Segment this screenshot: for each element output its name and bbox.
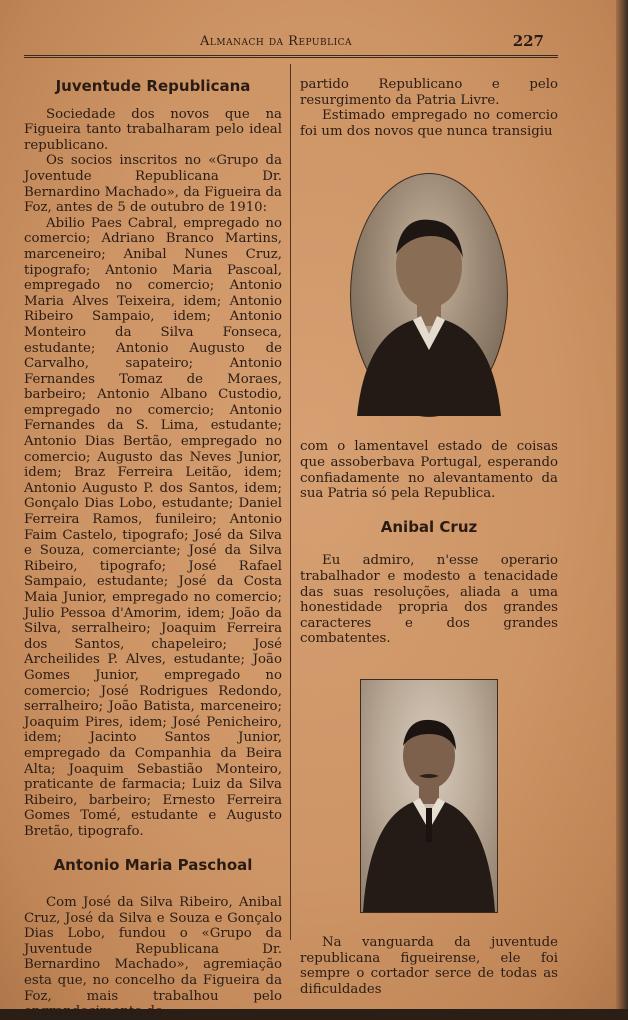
- paragraph-continued: partido Republicano e pelo resurgimento da Patria Livre.: [300, 77, 558, 108]
- column-divider: [290, 64, 291, 940]
- right-column: [300, 77, 558, 997]
- left-column: [24, 77, 282, 1020]
- paragraph-cruz-1: Eu admiro, n'esse operario trabalhador e modesto a tenacidade das suas resoluções, aliada a uma honestidade propria dos grandes caracteres e dos grandes combatentes.: [300, 553, 558, 647]
- paragraph-intro: Sociedade dos novos que na Figueira tanto trabalharam pelo ideal republicano.: [24, 106, 282, 153]
- paragraph-cruz-2: Na vanguarda da juventude republicana figueirense, ele foi sempre o cortador serce de todas as dificuldades: [300, 934, 558, 997]
- paragraph-members-list: Abilio Paes Cabral, empregado no comercio; Adriano Branco Martins, marceneiro; Anibal Nunes Cruz, tipografo; Antonio Maria Pascoal, empregado no comercio; Antonio Maria Alves Teixeira, idem; Antonio Ribeiro Sampaio, idem; Antonio Monteiro da Silva Fonseca, estudante; Antonio Augusto de Carvalho, sapateiro; Antonio Fernandes Tomaz de Moraes, barbeiro; Antonio Albano Custodio, empregado no comercio; Antonio Fernandes da S. Lima, estudante; Antonio Dias Bertão, empregado no comercio; Augusto das Neves Junior, idem; Braz Ferreira Leitão, idem; Antonio Augusto P. dos Santos, idem; Gonçalo Dias Lobo, estudante; Daniel Ferreira Ramos, funileiro; Antonio Faim Castelo, tipografo; José da Silva e Souza, comerciante; José da Silva Ribeiro, tipografo; José Rafael Sampaio, estudante; José da Costa Maia Junior, empregado no comercio; Julio Pessoa d'Amorim, idem; João da Silva, serralheiro; Joaquim Ferreira dos Santos, chapeleiro; José Archeilides P. Alves, estudante; João Gomes Junior, empregado no comercio; José Rodrigues Redondo, serralheiro; João Batista, marceneiro; Joaquim Pires, idem; José Penicheiro, idem; Jacinto Santos Junior, empregado da Companhia da Beira Alta; Joaquim Sebastião Monteiro, praticante de farmacia; Luiz da Silva Ribeiro, barbeiro; Ernesto Ferreira Gomes Tomé, estudante e Augusto Bretão, tipografo.: [24, 215, 282, 839]
- paragraph-paschoal-2: Estimado empregado no comercio foi um dos novos que nunca transigiu: [300, 108, 558, 139]
- portrait-paschoal: [350, 173, 508, 417]
- portrait-figure-cruz: [361, 680, 497, 912]
- paragraph-paschoal-3: com o lamentavel estado de coisas que assoberbava Portugal, esperando confiadamente no alevantamento da sua Patria só pela Republica.: [300, 439, 558, 502]
- portrait-figure-paschoal: [351, 174, 507, 416]
- running-title: Almanach da Republica: [200, 34, 353, 49]
- page-edge-shadow: [616, 0, 628, 1009]
- page-number: 227: [512, 32, 544, 50]
- paragraph-paschoal: Com José da Silva Ribeiro, Anibal Cruz, José da Silva e Souza e Gonçalo Dias Lobo, fundou o «Grupo da Juventude Republicana Dr. Bernardino Machado», agremiação esta que, no concelho da Figueira da Foz, mais trabalhou pelo engrandecimento do: [24, 895, 282, 1020]
- section-heading-paschoal: Antonio Maria Paschoal: [53, 855, 253, 874]
- section-heading-juventude: Juventude Republicana: [55, 77, 251, 95]
- section-heading-cruz: Anibal Cruz: [380, 517, 478, 536]
- paragraph-members-intro: Os socios inscritos no «Grupo da Joventude Republicana Dr. Bernardino Machado», da Figueira da Foz, antes de 5 de outubro de 1910:: [24, 153, 282, 216]
- header-rule: [24, 55, 558, 58]
- portrait-cruz: [360, 679, 498, 913]
